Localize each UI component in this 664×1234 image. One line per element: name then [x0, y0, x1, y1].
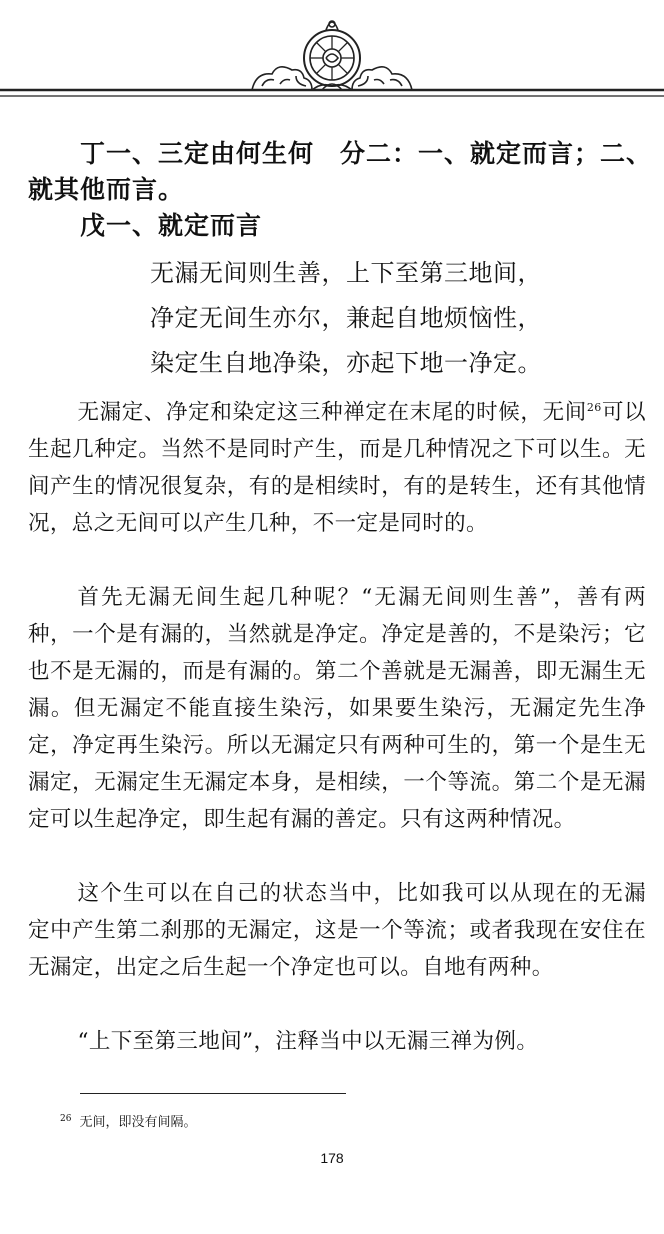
footnote-divider [80, 1093, 346, 1094]
paragraph-4: “上下至第三地间”，注释当中以无漏三禅为例。 [77, 1029, 539, 1054]
section-title-line2: 就其他而言。 [28, 175, 185, 204]
verse-line-1: 无漏无间则生善，上下至第三地间， [150, 259, 542, 287]
verse-line-3: 染定生自地净染，亦起下地一净定。 [150, 349, 542, 377]
footnote-number: 26 [60, 1113, 72, 1124]
footnote-text: 无间，即没有间隔。 [79, 1115, 197, 1130]
header-ornament [0, 0, 664, 110]
page-number: 178 [320, 1150, 344, 1166]
paragraph-2: 首先无漏无间生起几种呢？“无漏无间则生善”，善有两种，一个是有漏的，当然就是净定。净定是善的，不是染污；它也不是无漏的，而是有漏的。第二个善就是无漏善，即无漏生无漏。但无漏定不能直接生染污，如果要生染污，无漏定先生净定，净定再生染污。所以无漏定只有两种可生的，第一个是生无漏定，无漏定生无漏定本身，是相续，一个等流。第二个是无漏定可以生起净定，即生起有漏的善定。只有这两种情况。 [28, 585, 646, 832]
paragraph-1 [28, 394, 646, 542]
footnote [60, 1111, 196, 1130]
verse-line-2: 净定无间生亦尔，兼起自地烦恼性， [150, 304, 542, 332]
paragraph-3: 这个生可以在自己的状态当中，比如我可以从现在的无漏定中产生第二刹那的无漏定，这是一个等流；或者我现在安住在无漏定，出定之后生起一个净定也可以。自地有两种。 [28, 881, 646, 980]
subsection-title: 戊一、就定而言 [80, 211, 263, 240]
paragraph-1-text-b: 可以生起几种定。当然不是同时产生，而是几种情况之下可以生。无间产生的情况很复杂，有的是相续时，有的是转生，还有其他情况，总之无间可以产生几种，不一定是同时的。 [28, 400, 647, 536]
footnote-reference: 26 [586, 400, 602, 414]
section-title-line1: 丁一、三定由何生何 分二：一、就定而言；二、 [80, 139, 653, 168]
paragraph-1-text-a: 无漏定、净定和染定这三种禅定在末尾的时候，无间 [77, 400, 587, 425]
